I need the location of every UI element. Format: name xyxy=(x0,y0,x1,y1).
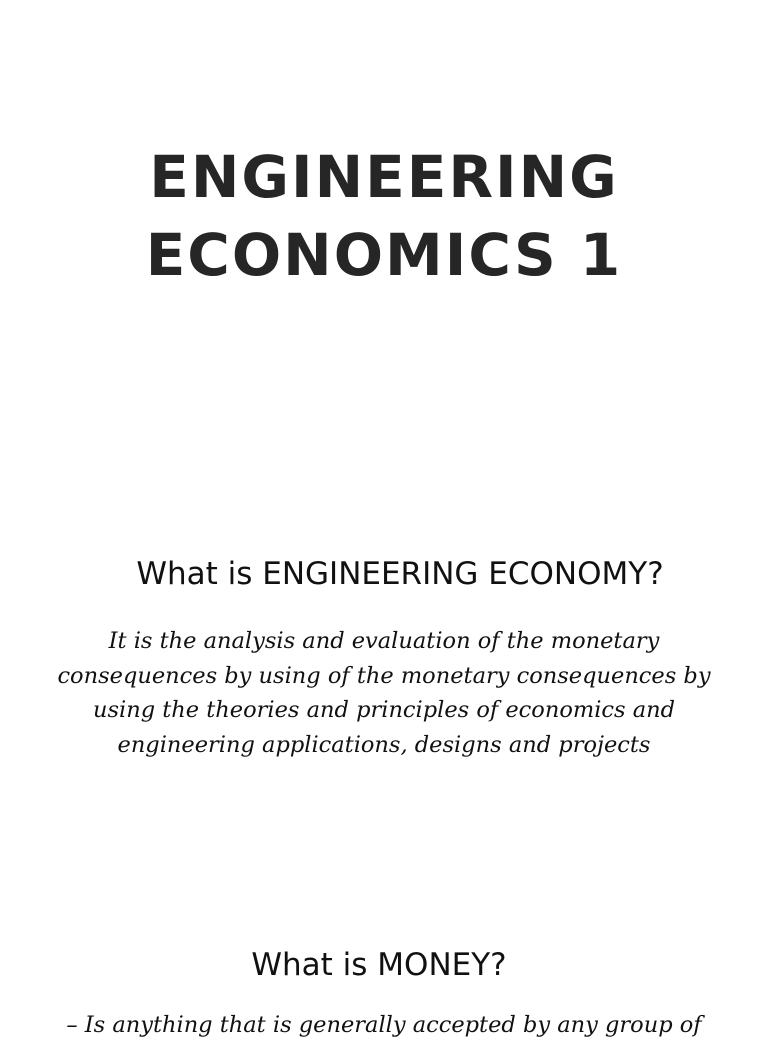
definition-paragraph xyxy=(30,624,738,762)
cut-off-paragraph: – Is anything that is generally accepted by any group of xyxy=(66,1012,702,1038)
question-heading: What is MONEY? xyxy=(251,947,507,983)
question-heading: What is ENGINEERING ECONOMY? xyxy=(136,556,664,592)
definition-line: It is the analysis and evaluation of the monetary xyxy=(108,628,660,654)
definition-line: engineering applications, designs and projects xyxy=(117,731,651,758)
definition-line: consequences by using of the monetary consequences by xyxy=(57,662,711,689)
title-line: ENGINEERING xyxy=(149,143,619,211)
definition-line: using the theories and principles of economics and xyxy=(92,697,676,723)
title-line: ECONOMICS 1 xyxy=(145,221,623,289)
document-title xyxy=(0,138,768,294)
